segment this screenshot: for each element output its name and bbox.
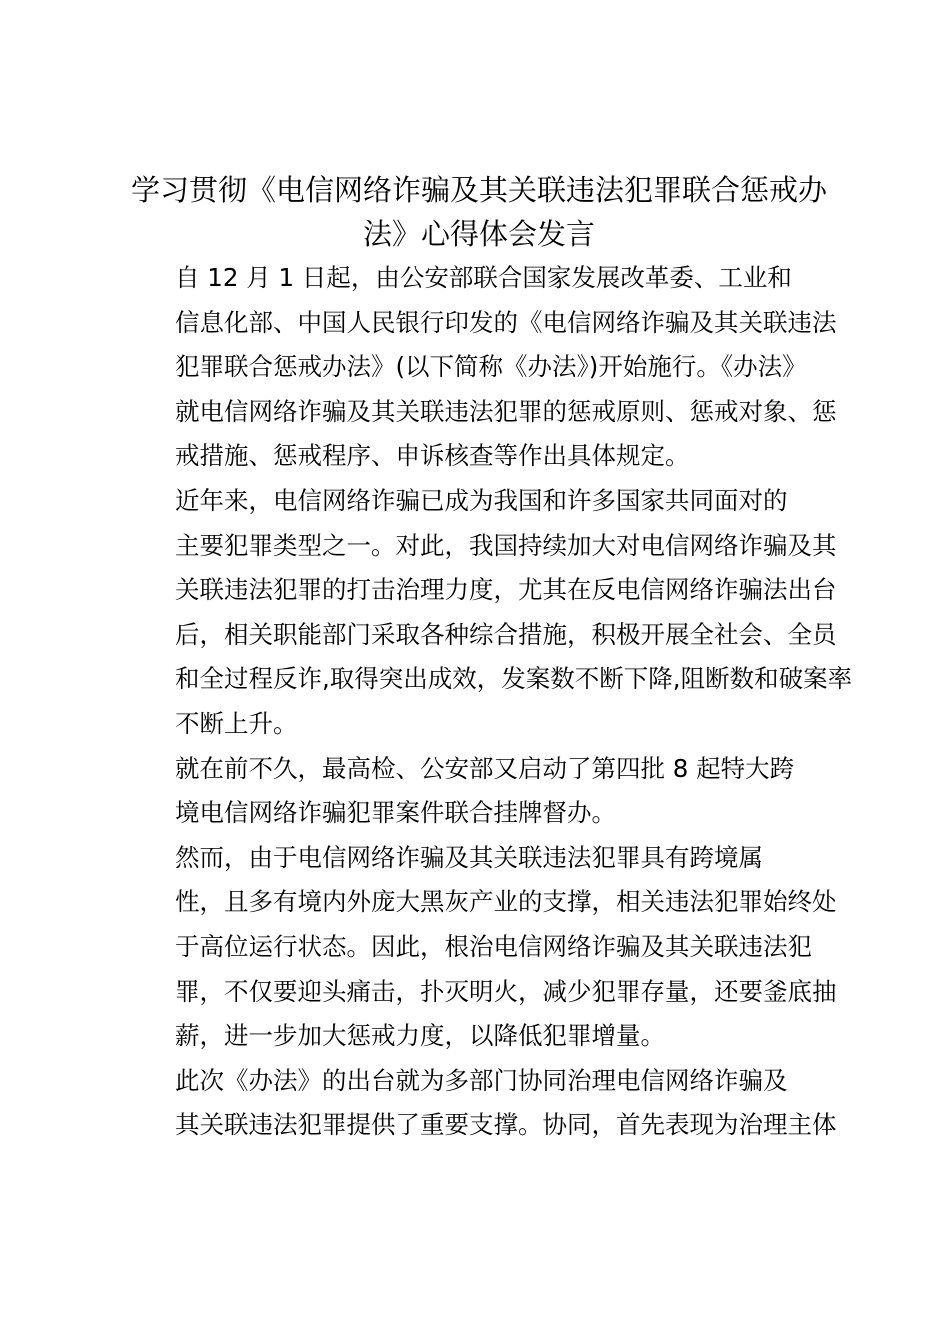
paragraph-line: 后，相关职能部门采取各种综合措施，积极开展全社会、全员: [175, 619, 837, 649]
paragraph-line: 关联违法犯罪的打击治理力度，尤其在反电信网络诈骗法出台: [175, 575, 837, 605]
paragraph-line: 其关联违法犯罪提供了重要支撑。协同，首先表现为治理主体: [175, 1110, 837, 1140]
paragraph-line: 信息化部、中国人民银行印发的《电信网络诈骗及其关联违法: [175, 307, 837, 337]
paragraph-line: 犯罪联合惩戒办法》(以下简称《办法》)开始施行。《办法》: [175, 352, 807, 382]
paragraph-line: 就在前不久，最高检、公安部又启动了第四批 8 起特大跨: [175, 753, 795, 783]
document-page: [126, 168, 853, 1148]
paragraph-line: 自 12 月 1 日起，由公安部联合国家发展改革委、工业和: [175, 263, 792, 292]
paragraph-line: 和全过程反诈,取得突出成效，发案数不断下降,阻断数和破案率: [175, 664, 853, 694]
paragraph-3: [126, 747, 832, 836]
paragraph-line: 性，且多有境内外庞大黑灰产业的支撑，相关违法犯罪始终处: [175, 887, 837, 917]
paragraph-line: 近年来，电信网络诈骗已成为我国和许多国家共同面对的: [175, 485, 788, 515]
paragraph-5: [126, 1059, 837, 1148]
paragraph-line: 就电信网络诈骗及其关联违法犯罪的惩戒原则、惩戒对象、惩: [175, 396, 837, 426]
paragraph-1: [126, 256, 837, 479]
paragraph-line: 主要犯罪类型之一。对此，我国持续加大对电信网络诈骗及其: [175, 530, 837, 560]
paragraph-line: 然而，由于电信网络诈骗及其关联违法犯罪具有跨境属: [175, 842, 763, 872]
paragraph-line: 此次《办法》的出台就为多部门协同治理电信网络诈骗及: [175, 1065, 788, 1095]
document-title: [126, 168, 832, 256]
paragraph-2: [126, 479, 853, 747]
title-line: 学习贯彻《电信网络诈骗及其关联违法犯罪联合惩戒办: [130, 173, 827, 207]
paragraph-line: 薪，进一步加大惩戒力度，以降低犯罪增量。: [175, 1021, 665, 1051]
paragraph-line: 戒措施、惩戒程序、申诉核查等作出具体规定。: [175, 441, 690, 471]
paragraph-4: [126, 836, 837, 1059]
paragraph-line: 不断上升。: [175, 708, 298, 738]
paragraph-line: 境电信网络诈骗犯罪案件联合挂牌督办。: [175, 798, 616, 828]
paragraph-line: 于高位运行状态。因此，根治电信网络诈骗及其关联违法犯: [175, 931, 812, 961]
title-line: 法》心得体会发言: [362, 217, 595, 251]
paragraph-line: 罪，不仅要迎头痛击，扑灭明火，减少犯罪存量，还要釜底抽: [175, 976, 837, 1006]
